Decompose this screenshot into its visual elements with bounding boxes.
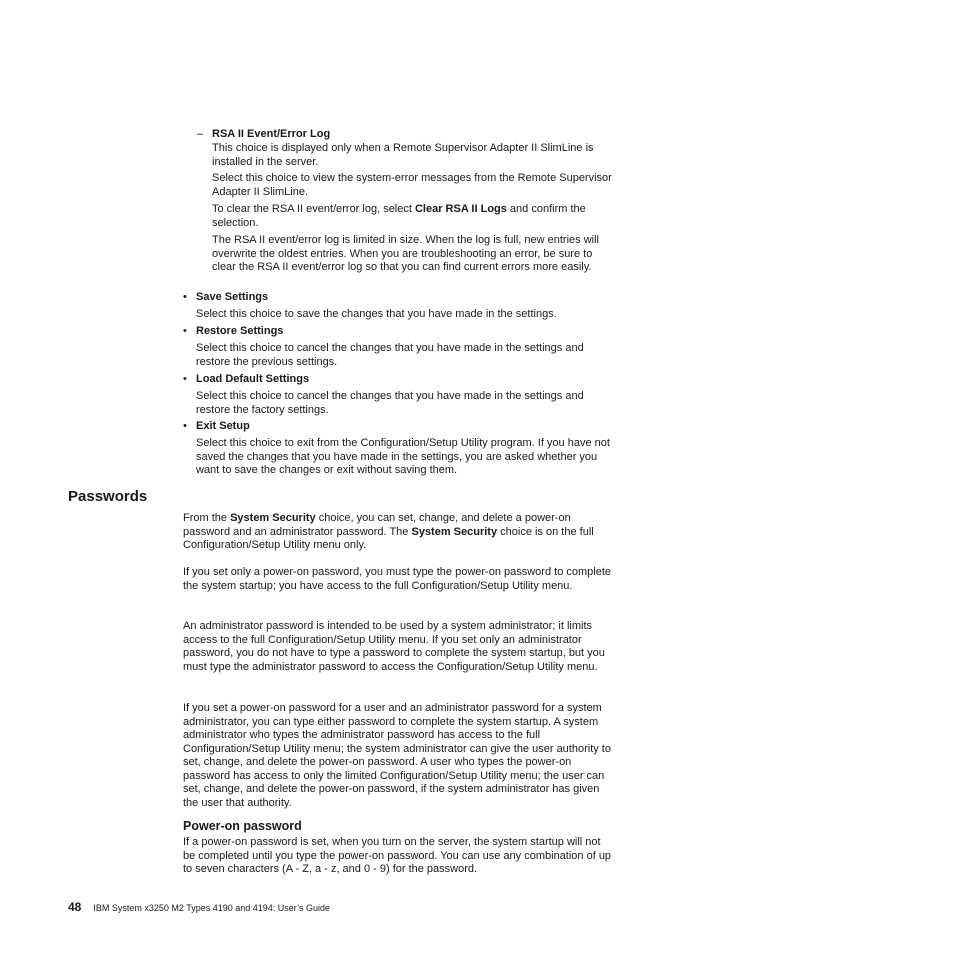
page-number: 48 (68, 900, 82, 914)
power-on-password-heading: Power-on password (183, 819, 302, 833)
dash-marker: – (197, 128, 204, 140)
bullet-marker: • (183, 420, 187, 432)
passwords-p1-e: choice is on the full Configuration/Setup Utility menu only. (183, 525, 594, 551)
system-security-term: System Security (411, 525, 498, 538)
rsa-log-p3-pre: To clear the RSA II event/error log, select (212, 203, 415, 215)
rsa-log-paragraph-1: This choice is displayed only when a Remote Supervisor Adapter II SlimLine is installed in the server. (212, 142, 594, 168)
rsa-log-paragraph-4: The RSA II event/error log is limited in size. When the log is full, new entries will overwrite the oldest entries. When you are troubleshooting an error, be sure to clear the RSA II event/error log so that you can find current errors more easily. (212, 234, 599, 273)
passwords-paragraph-4: If you set a power-on password for a user and an administrator password for a system administrator, you can type either password to complete the system startup. A system administrator who types the administrator password has access to the full Configuration/Setup Utility menu; the system administrator can give the user authority to set, change, and delete the power-on password. A user who types the power-on password has access to only the limited Configuration/Setup Utility menu; the user can set, change, and delete the power-on password, if the system administrator has given the user that authority. (183, 702, 611, 809)
bullet-marker: • (183, 291, 187, 303)
system-security-term: System Security (230, 512, 316, 524)
save-settings-text: Select this choice to save the changes that you have made in the settings. (196, 308, 557, 320)
load-default-settings-text: Select this choice to cancel the changes that you have made in the settings and restore the factory settings. (196, 390, 584, 416)
passwords-paragraph-3: An administrator password is intended to be used by a system administrator; it limits access to the full Configuration/Setup Utility menu. If you set only an administrator password, you do not have to type a password to complete the system startup, but you must type the administrator password to access the Configuration/Setup Utility menu. (183, 620, 605, 673)
passwords-p1-a: From the (183, 512, 231, 524)
passwords-paragraph-2: If you set only a power-on password, you must type the power-on password to complete the system startup; you have access to the full Configuration/Setup Utility menu. (183, 566, 611, 592)
clear-rsa-logs-term: Clear RSA II Logs (414, 203, 507, 215)
bullet-marker: • (183, 325, 187, 337)
restore-settings-text: Select this choice to cancel the changes that you have made in the settings and restore the previous settings. (196, 342, 584, 368)
passwords-paragraph-1 (183, 512, 613, 553)
rsa-log-paragraph-2: Select this choice to view the system-error messages from the Remote Supervisor Adapter II SlimLine. (212, 172, 612, 198)
footer-title: IBM System x3250 M2 Types 4190 and 4194: User’s Guide (93, 903, 330, 913)
save-settings-title: Save Settings (196, 291, 269, 303)
load-default-settings-title: Load Default Settings (196, 373, 310, 385)
rsa-log-title: RSA II Event/Error Log (212, 128, 331, 140)
passwords-heading: Passwords (68, 488, 148, 505)
power-on-password-paragraph: If a power-on password is set, when you turn on the server, the system startup will not be completed until you type the power-on password. You can use any combination of up to seven characters (A - Z, a - z, and 0 - 9) for the password. (183, 836, 612, 875)
page-footer (68, 900, 330, 914)
bullet-marker: • (183, 373, 187, 385)
rsa-log-p3-post: and confirm the selection. (212, 203, 586, 229)
exit-setup-text: Select this choice to exit from the Configuration/Setup Utility program. If you have not saved the changes that you have made in the settings, you are asked whether you want to save the changes or exit without saving them. (196, 437, 610, 476)
exit-setup-title: Exit Setup (196, 420, 250, 432)
passwords-p1-c: choice, you can set, change, and delete a power-on password and an administrator password. The (183, 512, 571, 538)
restore-settings-title: Restore Settings (196, 325, 284, 337)
rsa-log-paragraph-3 (212, 203, 612, 230)
